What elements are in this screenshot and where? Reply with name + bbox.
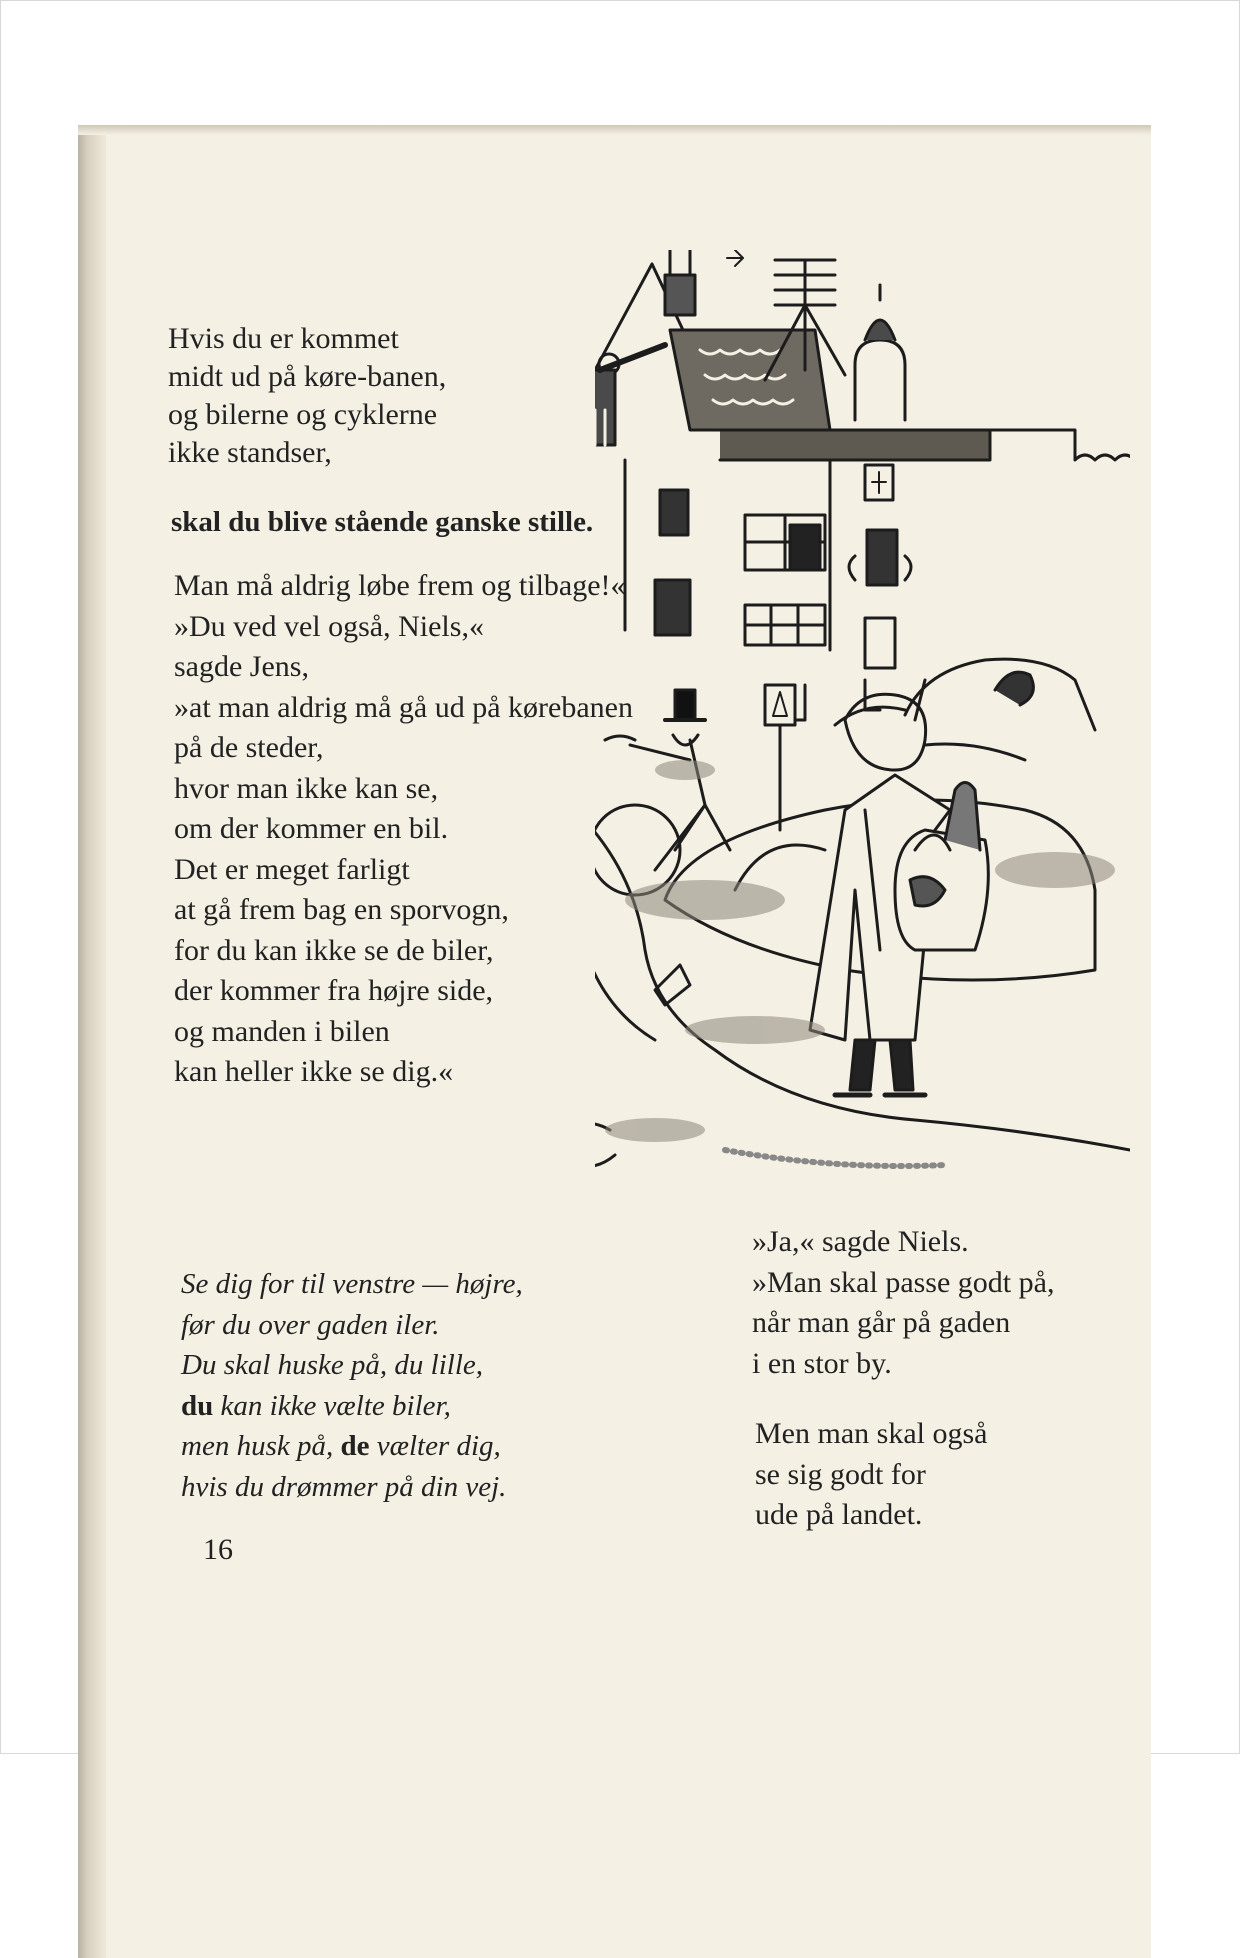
text-line: og bilerne og cyklerne: [168, 398, 438, 431]
text-line: se sig godt for: [755, 1457, 926, 1491]
telescope: [600, 345, 665, 370]
verse-block: [181, 1264, 523, 1507]
page-number: 16: [203, 1533, 233, 1566]
text-line: Man må aldrig løbe frem og tilbage!«: [174, 569, 626, 602]
boy-leg: [890, 1040, 913, 1090]
text-line: midt ud på køre-banen,: [168, 360, 447, 393]
page-binding-edge: [78, 125, 106, 1958]
text-line: ude på landet.: [755, 1498, 923, 1531]
verse-line: [181, 1426, 523, 1467]
car-roof: [905, 659, 1095, 730]
boy-head: [845, 694, 926, 770]
boy-leg: [850, 1040, 875, 1090]
closing-block: [755, 1414, 987, 1536]
window: [660, 490, 688, 535]
text-line: for du kan ikke se de biler,: [174, 933, 494, 967]
text-line: »Du ved vel også, Niels,«: [174, 609, 484, 643]
verse-line: Se dig for til venstre — højre,: [181, 1268, 523, 1300]
street-scene-illustration: [595, 250, 1130, 1190]
bold-instruction: skal du blive stående ganske stille.: [171, 506, 594, 538]
text-line: Det er meget farligt: [174, 852, 410, 886]
verse-fragment: men husk på,: [181, 1430, 341, 1462]
tower: [855, 340, 905, 420]
bottle: [945, 783, 980, 851]
warning-sign-icon: [765, 685, 795, 725]
stanza-1: [168, 320, 446, 472]
text-line: når man går på gaden: [752, 1306, 1011, 1339]
verse-line: hvis du drømmer på din vej.: [181, 1470, 507, 1503]
text-line: kan heller ikke se dig.«: [174, 1055, 454, 1088]
text-line: om der kommer en bil.: [174, 812, 449, 845]
text-line: »at man aldrig må gå ud på kørebanen: [174, 690, 633, 724]
text-line: der kommer fra højre side,: [174, 974, 494, 1007]
chimney-base: [665, 275, 695, 315]
verse-line: [181, 1386, 523, 1427]
verse-fragment: vælter dig,: [369, 1430, 501, 1462]
window: [867, 530, 897, 585]
verse-fragment: kan ikke vælte biler,: [213, 1389, 451, 1422]
text-line: »Man skal passe godt på,: [752, 1265, 1055, 1299]
star-icon: [727, 250, 743, 266]
emphasis-du: du: [181, 1389, 214, 1422]
text-line: hvor man ikke kan se,: [174, 771, 439, 805]
signpost-card: [655, 965, 690, 1005]
page-top-shadow: [78, 125, 1151, 135]
text-line: ikke standser,: [168, 436, 332, 469]
verse-line: Du skal huske på, du lille,: [181, 1349, 484, 1381]
window: [655, 580, 690, 635]
handlebar: [605, 736, 635, 740]
reply-block: [752, 1222, 1054, 1384]
text-line: sagde Jens,: [174, 650, 309, 683]
text-line: »Ja,« sagde Niels.: [752, 1225, 969, 1258]
chimney: [670, 250, 690, 275]
text-line: Men man skal også: [755, 1417, 988, 1450]
text-line: Hvis du er kommet: [168, 322, 399, 355]
verse-line: før du over gaden iler.: [181, 1308, 440, 1341]
text-line: på de steder,: [174, 731, 324, 764]
emphasis-de: de: [340, 1430, 370, 1462]
text-line: og manden i bilen: [174, 1014, 390, 1048]
text-line: i en stor by.: [752, 1346, 892, 1380]
dialogue-block: [174, 566, 633, 1093]
window: [865, 618, 895, 668]
top-hat: [675, 690, 695, 720]
text-line: at gå frem bag en sporvogn,: [174, 893, 509, 926]
